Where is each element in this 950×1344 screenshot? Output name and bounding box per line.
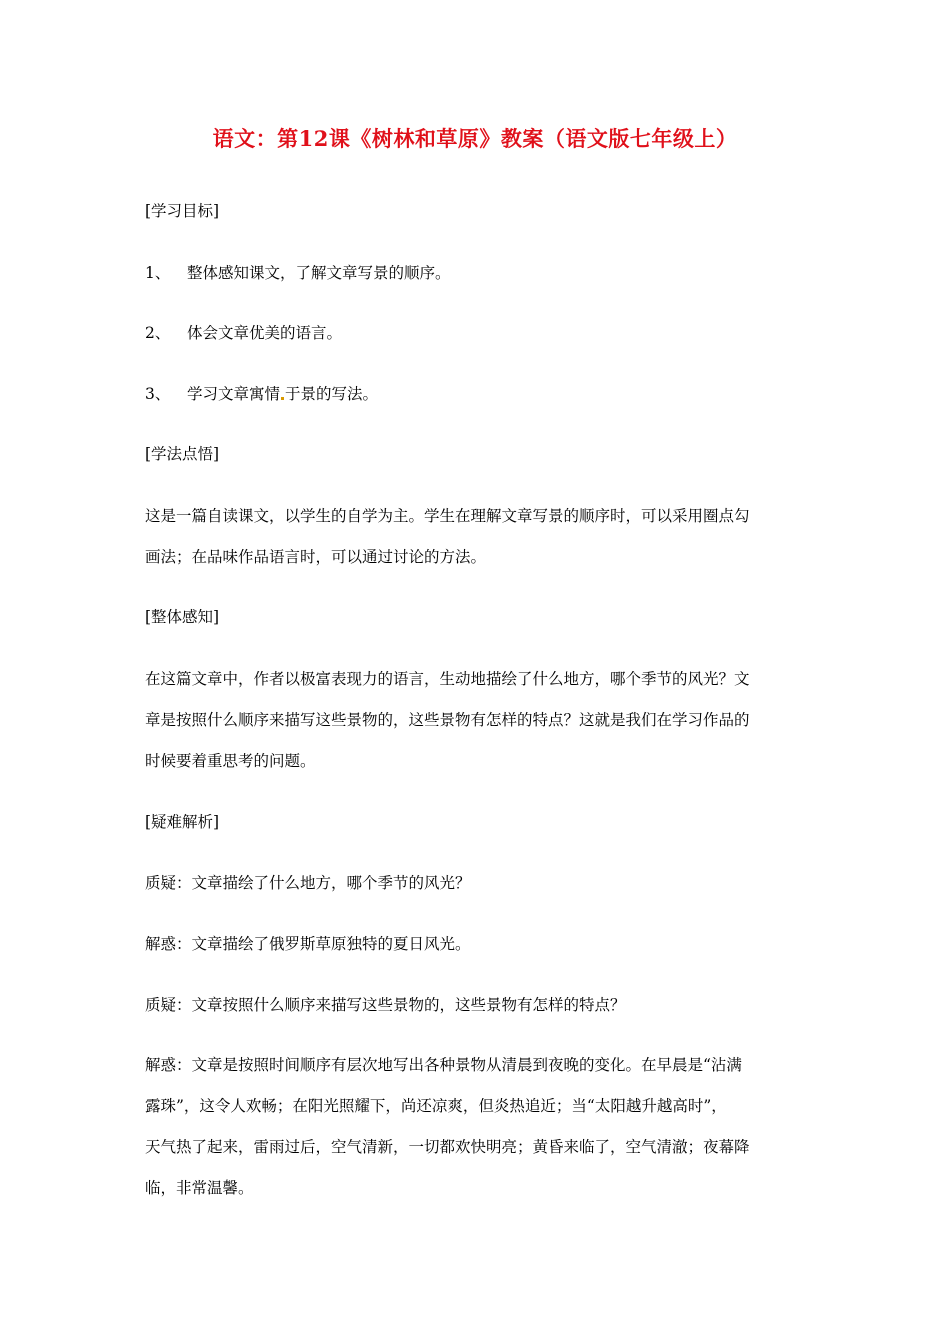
paragraph-line: 解惑：文章是按照时间顺序有层次地写出各种景物从清晨到夜晚的变化。在早晨是“沾满 [145, 1056, 742, 1074]
paragraph-line: 天气热了起来，雷雨过后，空气清新，一切都欢快明亮；黄昏来临了，空气清澈；夜幕降 [145, 1138, 750, 1156]
objective-text-part-a: 学习文章寓情 [187, 385, 281, 403]
method-paragraph [145, 496, 809, 578]
objective-item-1 [145, 263, 451, 283]
overview-paragraph [145, 659, 809, 782]
paragraph-line: 露珠”，这令人欢畅；在阳光照耀下，尚还凉爽，但炎热追近；当“太阳越升越高时”， [145, 1097, 727, 1115]
paragraph-line: 在这篇文章中，作者以极富表现力的语言，生动地描绘了什么地方，哪个季节的风光？文 [145, 670, 750, 688]
objective-item-3 [145, 384, 378, 404]
objective-number: 3、 [145, 385, 171, 403]
section-heading-overview: [整体感知] [145, 608, 220, 626]
paragraph-line: 画法；在品味作品语言时，可以通过讨论的方法。 [145, 548, 487, 566]
paragraph-line: 这是一篇自读课文，以学生的自学为主。学生在理解文章写景的顺序时，可以采用圈点勾 [145, 507, 750, 525]
question-line-2: 质疑：文章按照什么顺序来描写这些景物的，这些景物有怎样的特点？ [145, 996, 626, 1014]
section-heading-objectives: [学习目标] [145, 202, 220, 220]
editor-mark-dot [281, 397, 284, 400]
document-title: 语文：第12课《树林和草原》教案（语文版七年级上） [212, 126, 738, 151]
section-heading-qa: [疑难解析] [145, 813, 220, 831]
answer-line-1: 解惑：文章描绘了俄罗斯草原独特的夏日风光。 [145, 935, 471, 953]
objective-number: 1、 [145, 264, 171, 282]
paragraph-line: 临，非常温馨。 [145, 1179, 254, 1197]
paragraph-line: 时候要着重思考的问题。 [145, 752, 316, 770]
paragraph-line: 章是按照什么顺序来描写这些景物的，这些景物有怎样的特点？这就是我们在学习作品的 [145, 711, 750, 729]
section-heading-method: [学法点悟] [145, 445, 220, 463]
question-line-1: 质疑：文章描绘了什么地方，哪个季节的风光？ [145, 874, 471, 892]
objective-text-part-b: 于景的写法。 [285, 385, 379, 403]
objective-item-2 [145, 323, 342, 343]
objective-text: 整体感知课文，了解文章写景的顺序。 [187, 264, 451, 282]
objective-text: 体会文章优美的语言。 [187, 324, 343, 342]
objective-number: 2、 [145, 324, 171, 342]
answer-paragraph-2 [145, 1045, 809, 1209]
